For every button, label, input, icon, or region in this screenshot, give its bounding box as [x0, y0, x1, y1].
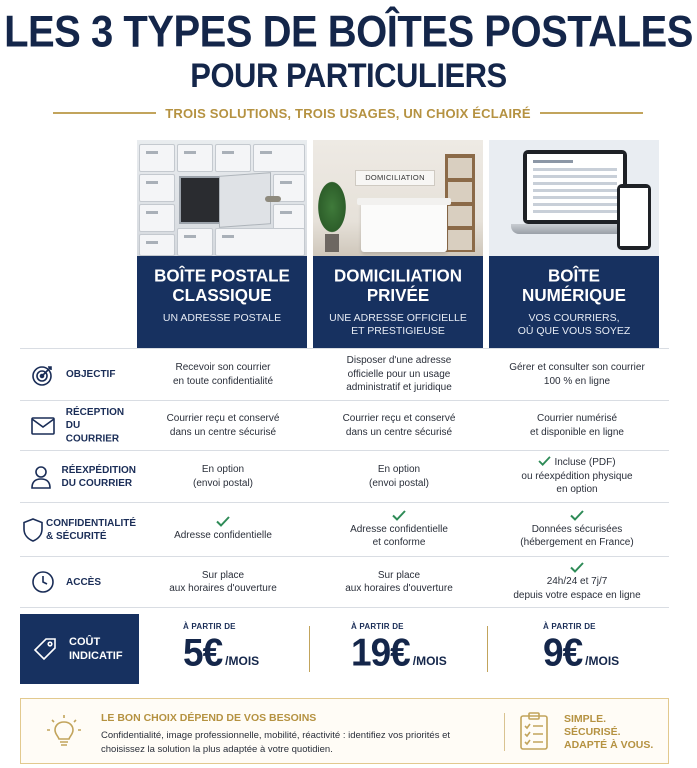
cell-text: et conforme [372, 537, 426, 548]
cell-text: en toute confidentialité [172, 375, 274, 387]
table-cell [311, 349, 487, 400]
advice-title: LE BON CHOIX DÉPEND DE VOS BESOINS [101, 712, 317, 724]
cell-text: en option [556, 484, 598, 496]
cell-text: Gérer et consulter son courrier [509, 362, 645, 373]
cell-text: ou réexpédition physique [521, 470, 633, 482]
table-row-reexpedition [20, 450, 669, 502]
cell-text: Adresse confidentielle [350, 523, 448, 535]
target-icon [31, 363, 55, 387]
lightbulb-icon [44, 713, 84, 753]
table-cell [135, 451, 311, 502]
cell-text: Courrier numérisé [536, 413, 618, 424]
cell-text: depuis votre espace en ligne [513, 589, 641, 601]
cost-title: COÛT [69, 636, 101, 648]
table-cell [489, 451, 665, 502]
check-icon [538, 456, 551, 466]
divider [540, 112, 643, 114]
price-domiciliation [351, 622, 447, 682]
price-boite-postale [183, 622, 259, 682]
slogan-line: SIMPLE. [564, 713, 607, 725]
row-label [20, 503, 136, 556]
check-icon [570, 510, 584, 521]
page-subtitle: TROIS SOLUTIONS, TROIS USAGES, UN CHOIX ÉCLAIRÉ [165, 105, 531, 121]
column-tagline: ET PRESTIGIEUSE [351, 325, 445, 337]
cell-text: 24h/24 et 7j/7 [546, 576, 608, 587]
cell-text: aux horaires d'ouverture [345, 583, 453, 594]
column-header-boite-numerique [489, 140, 659, 348]
table-cell [311, 401, 487, 450]
row-label [20, 557, 136, 607]
column-tagline: UN ADRESSE POSTALE [162, 312, 282, 324]
reception-desk-photo [313, 140, 483, 256]
price-from-label: À PARTIR DE [543, 622, 596, 631]
column-title: BOÎTE [548, 265, 600, 286]
price-tag-icon [32, 636, 58, 662]
table-row-reception [20, 400, 669, 450]
advice-text: Confidentialité, image professionnelle, mobilité, réactivité : identifiez vos priorités et choisissez la solution la plus adaptée à votre quotidien. [101, 730, 451, 755]
slogan [564, 713, 653, 752]
subtitle-bar [53, 104, 643, 122]
shield-icon [22, 518, 44, 542]
column-tagline: OÙ QUE VOUS SOYEZ [517, 325, 631, 337]
cost-label-box [20, 614, 139, 684]
column-title: PRIVÉE [366, 285, 430, 306]
cell-text-with-check [538, 456, 615, 470]
row-label [20, 451, 136, 502]
cell-text: administratif et juridique [346, 382, 452, 394]
table-cell [489, 401, 665, 450]
advice-box [20, 698, 669, 764]
column-title: NUMÉRIQUE [522, 285, 626, 306]
slogan-line: ADAPTÉ À VOUS. [564, 739, 654, 751]
cost-title: INDICATIF [69, 650, 123, 662]
slogan-line: SÉCURISÉ. [564, 726, 621, 738]
column-title-band [137, 256, 307, 348]
table-cell [135, 557, 311, 607]
cell-text: (hébergement en France) [520, 537, 634, 548]
cell-text: Adresse confidentielle [174, 530, 272, 542]
cell-text: En option [201, 464, 245, 475]
price-unit: /MOIS [225, 654, 260, 668]
cell-text: (envoi postal) [192, 477, 254, 489]
column-title: CLASSIQUE [172, 285, 272, 306]
cell-text: Courrier reçu et conservé [342, 413, 456, 424]
row-title: RÉEXPÉDITION [61, 464, 136, 476]
row-label [20, 401, 136, 450]
image-sign: DOMICILIATION [355, 170, 435, 186]
row-title: OBJECTIF [66, 368, 116, 381]
check-icon [570, 562, 584, 573]
divider [309, 626, 310, 672]
cell-text: dans un centre sécurisé [345, 426, 453, 438]
table-row-acces [20, 556, 669, 608]
row-title: & SÉCURITÉ [46, 530, 107, 542]
price-from-label: À PARTIR DE [183, 622, 236, 631]
divider [504, 713, 505, 751]
cell-text: Recevoir son courrier [175, 362, 271, 373]
column-tagline: UNE ADRESSE OFFICIELLE [329, 312, 467, 324]
cell-text: Disposer d'une adresse [346, 355, 452, 367]
cell-text: 100 % en ligne [543, 375, 611, 387]
cell-text: officielle pour un usage [347, 368, 451, 380]
cell-text: Courrier reçu et conservé [166, 413, 280, 424]
cell-text: aux horaires d'ouverture [169, 583, 277, 594]
check-icon [216, 516, 230, 527]
price-boite-numerique [543, 622, 619, 682]
table-cell [489, 349, 665, 400]
column-title-band [313, 256, 483, 348]
row-title: ACCÈS [66, 576, 102, 588]
column-header-boite-postale [137, 140, 307, 348]
checklist-icon [518, 711, 550, 751]
row-label [20, 349, 136, 400]
cell-text: et disponible en ligne [530, 426, 624, 438]
price-from-label: À PARTIR DE [351, 622, 404, 631]
laptop-phone-photo [489, 140, 659, 256]
cell-text: Sur place [201, 569, 245, 581]
column-title: DOMICILIATION [333, 265, 463, 286]
page-title-line2: POUR PARTICULIERS [190, 55, 507, 96]
price-unit: /MOIS [412, 654, 447, 668]
column-title: BOÎTE POSTALE [154, 265, 290, 286]
divider [487, 626, 488, 672]
table-row-confidentialite [20, 502, 669, 556]
column-title-band [489, 256, 659, 348]
price-unit: /MOIS [585, 654, 620, 668]
clock-icon [31, 570, 55, 594]
table-cell [311, 451, 487, 502]
person-icon [30, 465, 52, 489]
cell-text: En option [377, 464, 421, 475]
cell-text: Données sécurisées [531, 523, 623, 535]
cell-text: dans un centre sécurisé [169, 426, 277, 438]
table-cell [311, 557, 487, 607]
price-amount: 5€ [183, 630, 223, 674]
column-header-domiciliation [313, 140, 483, 348]
check-icon [392, 510, 406, 521]
row-title: RÉCEPTION [65, 406, 125, 419]
table-cell [135, 503, 311, 556]
divider [53, 112, 156, 114]
table-cell [489, 503, 665, 556]
table-cell [489, 557, 665, 607]
table-cell [135, 401, 311, 450]
cell-text: Incluse (PDF) [554, 457, 616, 469]
cell-text: Sur place [377, 569, 421, 581]
row-title: DU COURRIER [65, 419, 120, 445]
envelope-icon [31, 417, 55, 435]
cell-text: (envoi postal) [368, 477, 430, 489]
row-title: CONFIDENTIALITÉ [46, 517, 136, 529]
page-title: LES 3 TYPES DE BOÎTES POSTALES [4, 7, 693, 57]
table-cell [311, 503, 487, 556]
mailboxes-photo [137, 140, 307, 256]
price-amount: 19€ [351, 630, 410, 674]
price-amount: 9€ [543, 630, 583, 674]
column-tagline: VOS COURRIERS, [528, 312, 620, 324]
table-cell [135, 349, 311, 400]
row-title: DU COURRIER [61, 477, 133, 489]
table-row-objectif [20, 348, 669, 400]
